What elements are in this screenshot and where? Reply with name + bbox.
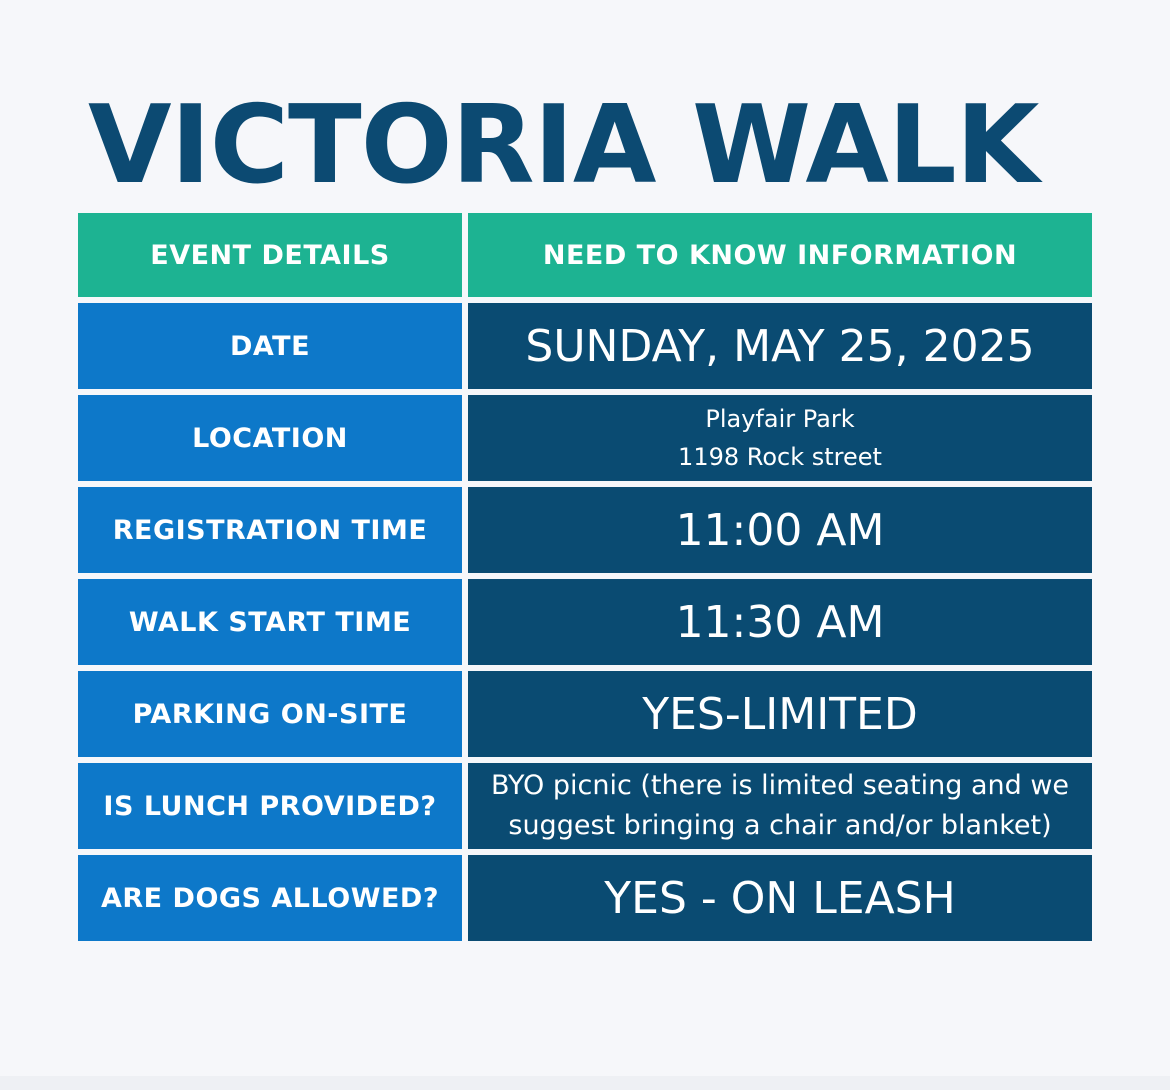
row-value-registration-time: 11:00 AM — [468, 487, 1092, 573]
row-label-walk-start-time: WALK START TIME — [78, 579, 462, 665]
row-label-parking: PARKING ON-SITE — [78, 671, 462, 757]
header-event-details: EVENT DETAILS — [78, 213, 462, 297]
row-value-location — [468, 395, 1092, 481]
lunch-line-2: suggest bringing a chair and/or blanket) — [508, 810, 1052, 841]
row-label-date: DATE — [78, 303, 462, 389]
row-value-parking: YES-LIMITED — [468, 671, 1092, 757]
row-label-lunch: IS LUNCH PROVIDED? — [78, 763, 462, 849]
lunch-line-1: BYO picnic (there is limited seating and we — [490, 770, 1070, 801]
row-label-registration-time: REGISTRATION TIME — [78, 487, 462, 573]
row-value-lunch — [468, 763, 1092, 849]
header-need-to-know: NEED TO KNOW INFORMATION — [468, 213, 1092, 297]
row-value-date: SUNDAY, MAY 25, 2025 — [468, 303, 1092, 389]
bottom-band — [0, 1076, 1170, 1090]
page-title: VICTORIA WALK — [88, 83, 1039, 208]
row-label-dogs: ARE DOGS ALLOWED? — [78, 855, 462, 941]
row-value-walk-start-time: 11:30 AM — [468, 579, 1092, 665]
location-name: Playfair Park — [705, 405, 855, 433]
event-info-table — [78, 213, 1092, 941]
row-value-dogs: YES - ON LEASH — [468, 855, 1092, 941]
row-label-location: LOCATION — [78, 395, 462, 481]
location-address: 1198 Rock street — [678, 443, 882, 471]
